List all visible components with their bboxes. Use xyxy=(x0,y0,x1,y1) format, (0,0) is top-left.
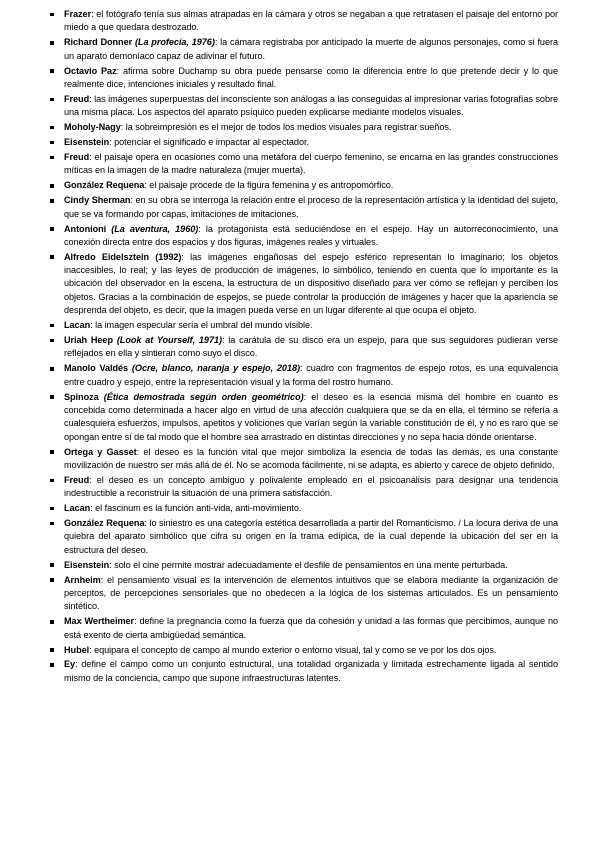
item-text: : la carátula de su disco era un espejo, para que sus seguidores pudieran verse reflejados en ella y sintieran como suyo el disco. xyxy=(64,335,559,359)
bullet-icon xyxy=(50,663,54,667)
author-name: Alfredo Eidelsztein (1992) xyxy=(64,251,182,262)
list-item xyxy=(50,615,558,642)
author-name: Ey xyxy=(64,659,76,670)
work-title: (Ética demostrada según orden geométrico) xyxy=(103,391,304,402)
author-name: Spinoza xyxy=(64,391,99,402)
list-item xyxy=(50,151,558,178)
list-item xyxy=(50,251,558,318)
item-text: : afirma sobre Duchamp su obra puede pensarse como la diferencia entre lo que pretende decir y lo que realmente dice, intenciones iniciales y resultado final. xyxy=(64,65,558,89)
author-name: Lacan xyxy=(64,503,91,514)
list-item xyxy=(50,474,558,501)
list-item xyxy=(50,319,558,332)
list-item xyxy=(50,574,558,614)
item-text: : el paisaje procede de la figura femenina y es antropomórfico. xyxy=(144,180,394,191)
item-text: : define la pregnancia como la fuerza que da cohesión y unidad a las formas que percibimos, aunque no está exento de cierta ambigüedad semántica. xyxy=(64,616,558,640)
list-item xyxy=(50,93,558,120)
list-item xyxy=(50,391,558,444)
quote-list xyxy=(50,8,558,687)
author-name: Frazer xyxy=(64,9,92,19)
author-name: Hubel xyxy=(64,644,90,655)
item-text: : lo siniestro es una categoría estética desarrollada a partir del Romanticismo. / La locura deriva de una quiebra del aparato simbólico que cifra su origen en la trama edípica, de la cual depende la ubicación del ser en la estructura del deseo. xyxy=(64,518,559,555)
item-text: : la cámara registraba por anticipado la muerte de algunos personajes, como si fuera un aparato demoníaco capaz de adivinar el futuro. xyxy=(64,37,558,61)
list-item xyxy=(50,8,558,35)
list-item xyxy=(50,121,558,134)
author-name: Uriah Heep xyxy=(64,335,113,346)
item-text: : las imágenes superpuestas del inconsciente son análogas a las conseguidas al impresionar varias fotografías sobre una misma placa. Los aspectos del aparato psíquico pueden explicarse mediante modelos visuales. xyxy=(64,93,558,118)
work-title: (Look at Yourself, 1971) xyxy=(116,335,222,346)
bullet-icon xyxy=(50,479,54,483)
bullet-icon xyxy=(50,199,54,203)
list-item xyxy=(50,658,558,685)
list-item xyxy=(50,36,558,63)
author-name: Max Wertheimer xyxy=(64,616,135,627)
item-text: : la protagonista está seduciéndose en el espejo. Hay un autorreconocimiento, una conexión directa entre dos espacios y dos figuras, imágenes reales y virtuales. xyxy=(64,223,558,247)
bullet-icon xyxy=(50,563,54,567)
item-text: : la imagen especular sería el umbral del mundo visible. xyxy=(90,320,313,331)
author-name: Moholy-Nagy xyxy=(64,122,121,133)
list-item xyxy=(50,334,558,361)
bullet-icon xyxy=(50,69,54,73)
bullet-icon xyxy=(50,450,54,454)
item-text: : en su obra se interroga la relación entre el proceso de la representación artística y la identidad del sujeto, que se va formando por capas, imitaciones de imitaciones. xyxy=(64,195,558,219)
item-text: : equipara el concepto de campo al mundo exterior o entorno visual, tal y como se ve por los dos ojos. xyxy=(89,644,497,655)
list-item xyxy=(50,223,558,250)
bullet-icon xyxy=(50,126,54,130)
bullet-icon xyxy=(50,324,54,328)
item-text: : la sobreimpresión es el mejor de todos los medios visuales para registrar sueños. xyxy=(120,122,452,133)
list-item xyxy=(50,179,558,192)
work-title: (La profecía, 1976) xyxy=(134,37,215,48)
author-name: Richard Donner xyxy=(64,37,133,48)
item-text: : el pensamiento visual es la intervención de elementos intuitivos que se elabora mediante la organización de perceptos, de percepciones sensoriales que no obedecen a la lógica de los sistemas articulados. Es un pensamiento sintético. xyxy=(64,574,558,612)
author-name: Freud xyxy=(64,152,90,162)
author-name: Manolo Valdés xyxy=(64,363,129,374)
item-text: : el paisaje opera en ocasiones como una metáfora del cuerpo femenino, se encarna en las grandes construcciones míticas en la imagen de la madre naturaleza (mujer muerta). xyxy=(64,152,558,176)
bullet-icon xyxy=(50,98,54,102)
bullet-icon xyxy=(50,184,54,188)
list-item xyxy=(50,194,558,221)
bullet-icon xyxy=(50,578,54,582)
author-name: Ortega y Gasset xyxy=(64,446,137,457)
author-name: Eisenstein xyxy=(64,137,110,148)
author-name: González Requena xyxy=(64,518,145,529)
item-text: : solo el cine permite mostrar adecuadamente el desfile de pensamientos en una mente perturbada. xyxy=(109,559,508,570)
author-name: Antonioni xyxy=(64,223,107,234)
item-text: : el deseo es un concepto ambiguo y polivalente empleado en el psicoanálisis para designar una tendencia indestructible a reconstruir la situación de una primera satisfacción. xyxy=(64,474,558,499)
bullet-icon xyxy=(50,648,54,652)
item-text: : define el campo como un conjunto estructural, una totalidad organizada y limitada estrechamente ligada al sentido mismo de la conciencia, campo que supone infraestructuras latentes. xyxy=(64,659,558,683)
bullet-icon xyxy=(50,339,54,343)
work-title: (Ocre, blanco, naranja y espejo, 2018) xyxy=(131,363,300,374)
bullet-icon xyxy=(50,507,54,511)
bullet-icon xyxy=(50,227,54,231)
item-text: : cuadro con fragmentos de espejo rotos, es una equivalencia entre cuadro y espejo, entre la representación visual y la forma del rostro humano. xyxy=(64,363,559,387)
item-text: : el fotógrafo tenía sus almas atrapadas en la cámara y otros se negaban a que retratasen el paisaje del entorno por miedo a que quedara destrozado. xyxy=(64,9,558,33)
bullet-icon xyxy=(50,141,54,145)
author-name: Eisenstein xyxy=(64,559,110,570)
bullet-icon xyxy=(50,620,54,624)
author-name: Freud xyxy=(64,93,90,104)
item-text: : el deseo es la función vital que mejor simboliza la esencia de todas las demás, es una constante movilización de nuestro ser más allá de él. No se acomoda fácilmente, ni se adapta, es abierto y carece de objeto definido. xyxy=(64,446,559,470)
list-item xyxy=(50,502,558,515)
bullet-icon xyxy=(50,41,54,45)
author-name: Arnheim xyxy=(64,574,101,585)
author-name: Cindy Sherman xyxy=(64,195,131,206)
item-text: : las imágenes engañosas del espejo esférico representan lo imaginario; los objetos inaccesibles, lo real; y las leyes de producción de imágenes, lo simbólico, teniendo en cuenta que lo importante es la ubicación del observador en la escena, la estructura de un dispositivo diseñado para ver cómo se reflejan y perciben los objetos. Gracias a la combinación de espejos, se puede controlar la producción de imágenes y hacer que la apariencia se desprenda del objeto, es decir, que la imagen pueda verse en un lugar diferente al que ocupa el objeto. xyxy=(64,251,558,316)
list-item xyxy=(50,644,558,657)
author-name: Lacan xyxy=(64,320,91,331)
list-item xyxy=(50,136,558,149)
bullet-icon xyxy=(50,13,54,17)
bullet-icon xyxy=(50,255,54,259)
author-name: Freud xyxy=(64,474,90,485)
list-item xyxy=(50,559,558,572)
list-item xyxy=(50,446,558,473)
bullet-icon xyxy=(50,522,54,526)
bullet-icon xyxy=(50,156,54,160)
list-item xyxy=(50,517,558,557)
list-item xyxy=(50,65,558,92)
list-item xyxy=(50,362,558,389)
bullet-icon xyxy=(50,395,54,399)
author-name: Octavio Paz xyxy=(64,65,117,76)
item-text: : el fascinum es la función anti-vida, anti-movimiento. xyxy=(90,503,302,514)
author-name: González Requena xyxy=(64,180,145,191)
work-title: (La aventura, 1960) xyxy=(111,223,199,234)
item-text: : el deseo es la esencia misma del hombre en cuanto es concebida como determinada a hacer algo en virtud de una afección cualquiera que se da en ella, el término se refería a cualesquiera esfuerzos, impulsos, apetitos y voliciones que varían según la variable constitución de él, y no es raro que se opongan entre sí de tal modo que el hombre sea arrastrado en distintas direcciones y no sepa hacia dónde orientarse. xyxy=(64,391,558,442)
item-text: : potenciar el significado e impactar al espectador. xyxy=(109,137,309,148)
bullet-icon xyxy=(50,367,54,371)
